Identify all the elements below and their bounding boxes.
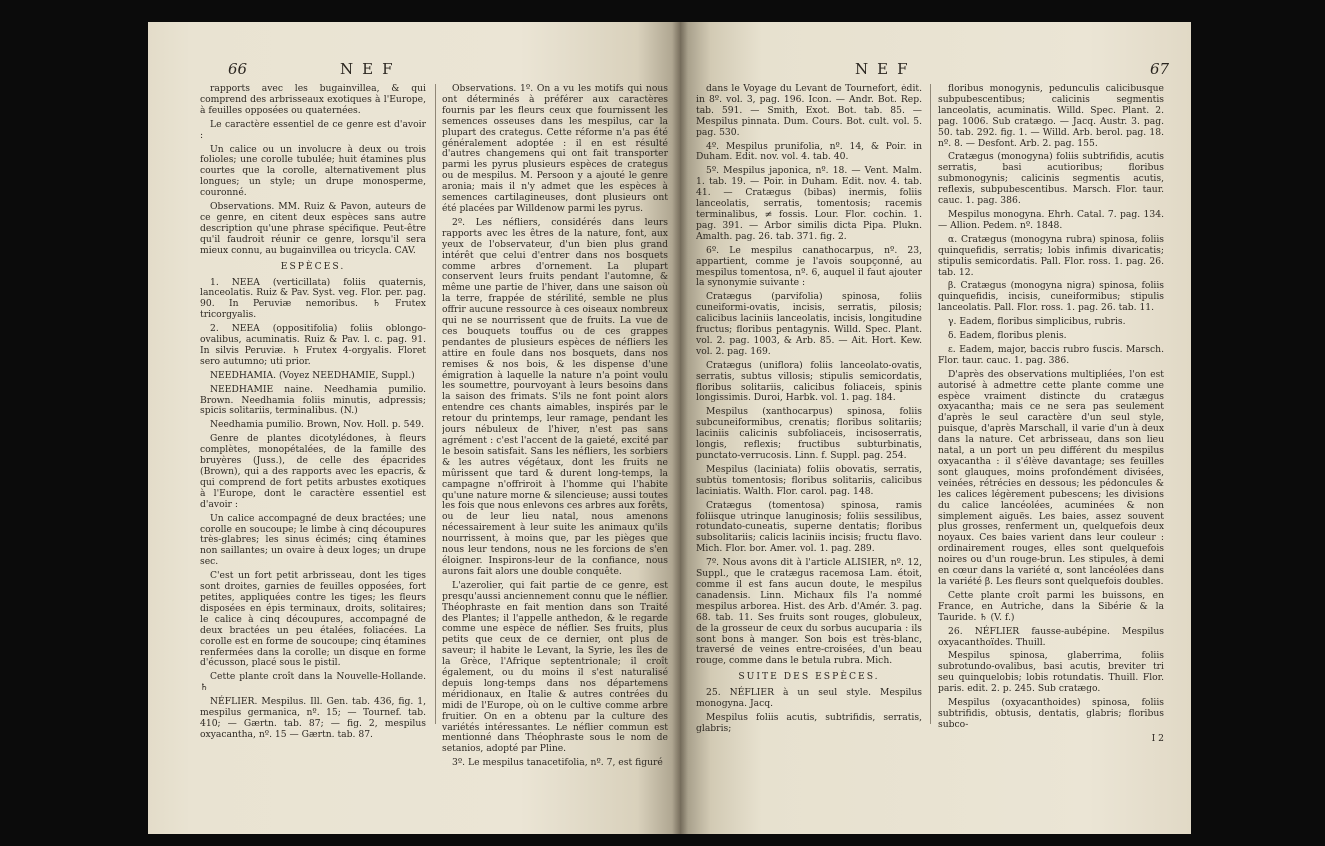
text-paragraph: Observations. 1º. On a vu les motifs qui nous ont déterminés à préférer aux caractères fournis par les fleurs ceux que fournissent les semences osseuses dans les mespilus, car la plupart des crategus. Cette réforme n'a pas été généralement adoptée : il en est résulté d'autres changemens qui ont fait transporter parmi les pyrus plusieurs espèces de crategus ou de mespilus. M. Persoon y a ajouté le genre aronia; mais il n'y admet que les espèces à semences cartilagineuses, dont plusieurs ont été placées par Willdenow parmi les pyrus. bbox=[442, 84, 668, 214]
text-paragraph: Cratægus (tomentosa) spinosa, ramis foliisque utrinque lanuginosis; foliis sessilibus, rotundato-cuneatis, superne dentatis; floribus subsolitariis; calicis laciniis incisis; fructu flavo. Mich. Flor. bor. Amer. vol. 1. pag. 289. bbox=[696, 499, 922, 555]
text-paragraph: SUITE DES ESPÈCES. bbox=[738, 671, 880, 683]
left-page bbox=[148, 22, 680, 834]
text-paragraph: Observations. MM. Ruiz & Pavon, auteurs de ce genre, en citent deux espèces sans autre description qu'une phrase spécifique. Peut-être qu'il faudroit réunir ce genre, lorsqu'il sera mieux connu, au bugainvillea ou tricycla. CAV. bbox=[200, 201, 426, 256]
text-paragraph: I 2 bbox=[1151, 732, 1164, 744]
right-page-column-2 bbox=[938, 84, 1164, 824]
text-paragraph: Mespilus spinosa, glaberrima, foliis subrotundo-ovalibus, basi acutis, breviter tri seu quinquelobis; lobis rotundatis. Thuill. Flor. paris. edit. 2. p. 245. Sub cratægo. bbox=[938, 650, 1164, 695]
text-paragraph: D'après des observations multipliées, l'on est autorisé à admettre cette plante comme une espèce vraiment distincte du cratægus oxyacantha; mais ce ne sera pas seulement d'après le seul caractère d'un seul style, puisque, d'après Marschall, il varie d'un à deux dans la nature. Cet arbrisseau, dans son lieu natal, a un port un peu différent du mespilus oxyacantha : il s'élève davantage; ses feuilles sont glauques, moins profondément divisées, veinées, rétrécies en dessous; les pédoncules & les calices légèrement pubescens; les divisions du calice lancéolées, acuminées & non simplement aiguës. Les baies, assez souvent plus grosses, renferment un, quelquefois deux noyaux. Ces baies varient dans leur couleur : ordinairement rouges, elles sont quelquefois noires ou d'un rouge-brun. Les stipules, à demi en cœur dans la variété α, sont lancéolées dans la variété β. Les fleurs sont quelquefois doubles. bbox=[938, 368, 1164, 587]
text-paragraph: C'est un fort petit arbrisseau, dont les tiges sont droites, garnies de feuilles opposées, fort petites, appliquées contre les tiges; les fleurs disposées en épis terminaux, droits, solitaires; le calice à cinq découpures, accompagné de deux bractées un peu étalées, foliacées. La corolle est en forme de soucoupe; cinq étamines renfermées dans la corolle; un disque en forme d'écusson, placé sous le pistil. bbox=[200, 570, 426, 669]
text-paragraph: 2º. Les néfliers, considérés dans leurs rapports avec les êtres de la nature, font, aux yeux de l'observateur, d'un bien plus grand intérêt que celui d'entrer dans nos bosquets comme arbres d'ornement. La plupart conservent leurs fruits pendant l'automne, & même une partie de l'hiver, dans une saison où la terre, frappée de stérilité, semble ne plus offrir aucune ressource à ces oiseaux nombreux qui ne se nourrissent que de fruits. La vue de ces bouquets touffus ou de ces grappes pendantes de plusieurs espèces de néfliers les attire en foule dans nos bosquets, dans nos remises & nos bois, & les dispense d'une émigration à laquelle la nature n'a point voulu les soumettre, pourvoyant à leurs besoins dans la saison des frimats. S'ils ne font point alors entendre ces chants aimables, inspirés par le retour du printemps, leur ramage, pendant les jours nébuleux de l'hiver, n'est pas sans agrément : c'est l'accent de la gaieté, excité par le besoin satisfait. Sans les néfliers, les sorbiers & les autres végétaux, dont les fruits ne mûrissent que tard & durent long-temps, la campagne n'offriroit à l'homme qui l'habite qu'une nature morne & silencieuse; aussi toutes les fois que nous enlevons ces arbres aux forêts, ou de leur lieu natal, nous amenons nécessairement à leur suite les animaux qu'ils nourrissent, à moins que, par les pièges que nous leur tendons, nous ne les forcions de s'en éloigner. Inspirons-leur de la confiance, nous aurons fait alors une double conquête. bbox=[442, 216, 668, 577]
left-page-column-2 bbox=[442, 84, 668, 824]
right-page-column-1 bbox=[696, 84, 922, 824]
text-paragraph: Mespilus (laciniata) foliis obovatis, serratis, subtùs tomentosis; floribus solitariis, calicibus laciniatis. Walth. Flor. carol. pag. 148. bbox=[696, 463, 922, 497]
running-header-right: NEF bbox=[855, 60, 917, 78]
book-spread bbox=[148, 22, 1191, 834]
text-paragraph: NÉFLIER. Mespilus. Ill. Gen. tab. 436, fig. 1, mespilus germanica, nº. 15; — Tournef. tab. 410; — Gærtn. tab. 87; — fig. 2, mespilus oxyacantha, nº. 15 — Gærtn. tab. 87. bbox=[200, 696, 426, 740]
text-paragraph: floribus monogynis, pedunculis calicibusque subpubescentibus; calicinis segmentis lanceolatis, acuminatis. Willd. Spec. Plant. 2. pag. 1006. Sub cratægo. — Jacq. Austr. 3. pag. 50. tab. 292. fig. 1. — Willd. Arb. berol. pag. 18. nº. 8. — Desfont. Arb. 2. pag. 155. bbox=[938, 84, 1164, 149]
column-rule bbox=[435, 84, 436, 724]
text-paragraph: δ. Eadem, floribus plenis. bbox=[948, 330, 1067, 342]
column-rule bbox=[930, 84, 931, 724]
text-paragraph: Le caractère essentiel de ce genre est d'avoir : bbox=[200, 118, 426, 141]
text-paragraph: 6º. Le mespilus canathocarpus, nº. 23, appartient, comme je l'avois soupçonné, au mespilus tomentosa, nº. 6, auquel il faut ajouter la synonymie suivante : bbox=[696, 244, 922, 289]
text-paragraph: Cratægus (monogyna) foliis subtrifidis, acutis serratis, basi acutioribus; floribus submonogynis; calicinis segmentis acutis, reflexis, subpubescentibus. Marsch. Flor. taur. cauc. 1. pag. 386. bbox=[938, 151, 1164, 207]
text-paragraph: Un calice accompagné de deux bractées; une corolle en soucoupe; le limbe à cinq découpures très-glabres; les sinus écimés; cinq étamines non saillantes; un ovaire à deux loges; un drupe sec. bbox=[200, 512, 426, 568]
text-paragraph: 2. NEEA (oppositifolia) foliis oblongo-ovalibus, acuminatis. Ruiz & Pav. l. c. pag. 91. In silvis Peruviæ. ♄ Frutex 4-orgyalis. Floret sero autumno; uti prior. bbox=[200, 323, 426, 367]
text-paragraph: γ. Eadem, floribus simplicibus, rubris. bbox=[948, 316, 1126, 328]
text-paragraph: Cette plante croît dans la Nouvelle-Hollande. ♄ bbox=[200, 671, 426, 694]
book-gutter bbox=[672, 22, 688, 834]
text-paragraph: 1. NEEA (verticillata) foliis quaternis, lanceolatis. Ruiz & Pav. Syst. veg. Flor. per. pag. 90. In Peruviæ nemoribus. ♄ Frutex tricorgyalis. bbox=[200, 276, 426, 321]
text-paragraph: dans le Voyage du Levant de Tournefort, édit. in 8º. vol. 3, pag. 196. Icon. — Andr. Bot. Rep. tab. 591. — Smith, Exot. Bot. tab. 85. — Mespilus pinnata. Dum. Cours. Bot. cult. vol. 5. pag. 530. bbox=[696, 84, 922, 138]
text-paragraph: L'azerolier, qui fait partie de ce genre, est presqu'aussi anciennement connu que le néflier. Théophraste en fait mention dans son Traité des Plantes; il l'appelle anthedon, & le regarde comme une espèce de néflier. Ses fruits, plus petits que ceux de ce dernier, ont plus de saveur; il habite le Levant, la Syrie, les îles de la Grèce, l'Afrique septentrionale; il croît également, ou du moins il s'est naturalisé depuis long-temps dans nos départemens méridionaux, en Italie & autres contrées du midi de l'Europe, où on le cultive comme arbre fruitier. On en a obtenu par la culture des variétés intéressantes. Le néflier commun est mentionné dans Théophraste sous le nom de setanios, adopté par Pline. bbox=[442, 579, 668, 755]
text-paragraph: β. Cratægus (monogyna nigra) spinosa, foliis quinquefidis, incisis, cuneiformibus; stipulis lanceolatis. Pall. Flor. ross. 1. pag. 26. tab. 11. bbox=[938, 280, 1164, 314]
running-header-left: NEF bbox=[340, 60, 402, 78]
text-paragraph: ESPÈCES. bbox=[280, 260, 346, 272]
text-paragraph: α. Cratægus (monogyna rubra) spinosa, foliis quinquefidis, serratis; lobis infimis divaricatis; stipulis semicordatis. Pall. Flor. ross. 1. pag. 26. tab. 12. bbox=[938, 233, 1164, 278]
page-number-right: 67 bbox=[1150, 60, 1170, 78]
text-paragraph: Mespilus (xanthocarpus) spinosa, foliis subcuneiformibus, crenatis; floribus solitariis; laciniis calicinis subfoliaceis, incisoserratis, longis, reflexis; fructibus subturbinatis, punctato-verrucosis. Linn. f. Suppl. pag. 254. bbox=[696, 406, 922, 461]
text-paragraph: 5º. Mespilus japonica, nº. 18. — Vent. Malm. 1. tab. 19. — Poir. in Duham. Edit. nov. 4. tab. 41. — Cratægus (bibas) inermis, foliis lanceolatis, serratis, tomentosis; racemis terminalibus, ≠ fossis. Lour. Flor. cochin. 1. pag. 391. — Arbor similis dicta Pipa. Plukn. Amalth. pag. 26. tab. 371. fig. 2. bbox=[696, 165, 922, 242]
text-paragraph: 3º. Le mespilus tanacetifolia, nº. 7, est figuré bbox=[452, 757, 663, 769]
text-paragraph: Cratægus (parvifolia) spinosa, foliis cuneiformi-ovatis, incisis, serratis, pilosis; calicibus laciniis lanceolatis, incisis, longitudine fructus; floribus pentagynis. Willd. Spec. Plant. vol. 2. pag. 1003, & Arb. 85. — Ait. Hort. Kew. vol. 2. pag. 169. bbox=[696, 291, 922, 357]
text-paragraph: Mespilus monogyna. Ehrh. Catal. 7. pag. 134. — Allion. Pedem. nº. 1848. bbox=[938, 208, 1164, 231]
text-paragraph: Genre de plantes dicotylédones, à fleurs complètes, monopétalées, de la famille des bruyères (Juss.), de celle des épacrides (Brown), qui a des rapports avec les epacris, & qui comprend de fort petits arbustes exotiques à l'Europe, dont le caractère essentiel est d'avoir : bbox=[200, 433, 426, 510]
page-number-left: 66 bbox=[228, 60, 248, 78]
text-paragraph: 25. NÉFLIER à un seul style. Mespilus monogyna. Jacq. bbox=[696, 687, 922, 710]
text-paragraph: Un calice ou un involucre à deux ou trois folioles; une corolle tubulée; huit étamines plus courtes que la corolle, alternativement plus longues; un style; un drupe monosperme, couronné. bbox=[200, 143, 426, 199]
left-page-column-1 bbox=[200, 84, 426, 824]
text-paragraph: Cette plante croît parmi les buissons, en France, en Autriche, dans la Sibérie & la Tauride. ♄ (V. f.) bbox=[938, 589, 1164, 623]
text-paragraph: Mespilus foliis acutis, subtrifidis, serratis, glabris; bbox=[696, 711, 922, 734]
text-paragraph: Mespilus (oxyacanthoides) spinosa, foliis subtrifidis, obtusis, dentatis, glabris; floribus subco- bbox=[938, 697, 1164, 730]
text-paragraph: NEEDHAMIA. (Voyez NEEDHAMIE, Suppl.) bbox=[210, 369, 415, 381]
text-paragraph: rapports avec les bugainvillea, & qui comprend des arbrisseaux exotiques à l'Europe, à feuilles opposées ou quaternées. bbox=[200, 84, 426, 116]
text-paragraph: Needhamia pumilio. Brown, Nov. Holl. p. 549. bbox=[210, 419, 425, 431]
text-paragraph: 26. NÉFLIER fausse-aubépine. Mespilus oxyacanthoïdes. Thuill. bbox=[938, 625, 1164, 648]
text-paragraph: ε. Eadem, major, baccis rubro fuscis. Marsch. Flor. taur. cauc. 1. pag. 386. bbox=[938, 343, 1164, 366]
text-paragraph: NEEDHAMIE naine. Needhamia pumilio. Brown. Needhamia foliis minutis, adpressis; spicis solitariis, terminalibus. (N.) bbox=[200, 383, 426, 417]
right-page bbox=[680, 22, 1191, 834]
text-paragraph: Cratægus (uniflora) foliis lanceolato-ovatis, serratis, subtus villosis; stipulis semicordatis, floribus solitariis, calicibus foliaceis, spinis longissimis. Duroi, Harbk. vol. 1. pag. 184. bbox=[696, 359, 922, 404]
text-paragraph: 4º. Mespilus prunifolia, nº. 14, & Poir. in Duham. Edit. nov. vol. 4. tab. 40. bbox=[696, 140, 922, 163]
text-paragraph: 7º. Nous avons dit à l'article ALISIER, nº. 12, Suppl., que le cratægus racemosa Lam. étoit, comme il est fans aucun doute, le mespilus canadensis. Linn. Michaux fils l'a nommé mespilus arborea. Hist. des Arb. d'Amér. 3. pag. 68. tab. 11. Ses fruits sont rouges, globuleux, de la grosseur de ceux du sorbus aucuparia : ils sont bons à manger. Son bois est très-blanc, traversé de veines entre-croisées, d'un beau rouge, comme dans le betula rubra. Mich. bbox=[696, 557, 922, 667]
